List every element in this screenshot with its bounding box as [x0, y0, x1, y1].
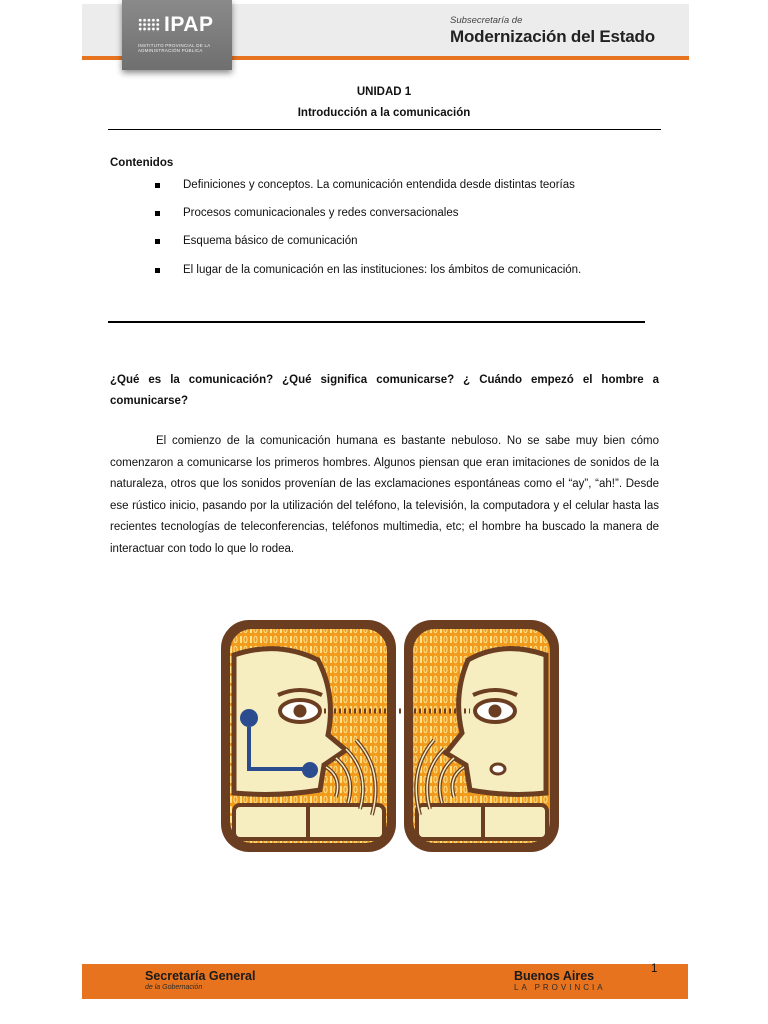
- bullet-icon: [155, 183, 160, 188]
- section-question: ¿Qué es la comunicación? ¿Qué significa comunicarse? ¿ Cuándo empezó el hombre a comunicarse?: [110, 374, 659, 407]
- bullet-icon: [155, 239, 160, 244]
- list-item-text: Procesos comunicacionales y redes conversacionales: [183, 207, 459, 219]
- header-subtitle: Subsecretaría de: [450, 15, 523, 26]
- bullet-icon: [155, 268, 160, 273]
- footer-buenos-aires: Buenos Aires: [514, 969, 595, 983]
- header-title: Modernización del Estado: [450, 27, 655, 46]
- unit-subtitle: Introducción a la comunicación: [297, 107, 471, 119]
- page-number: 1: [651, 963, 658, 975]
- list-item-text: Definiciones y conceptos. La comunicación entendida desde distintas teorías: [183, 179, 575, 191]
- title-divider: [108, 129, 661, 130]
- communication-illustration: [218, 615, 562, 860]
- footer-secretaria: Secretaría General: [145, 969, 256, 983]
- footer-provincia: LA PROVINCIA: [514, 983, 606, 992]
- logo-text: IPAP: [164, 13, 214, 36]
- ipap-logo: [122, 0, 232, 70]
- logo-dots-icon: [138, 18, 160, 32]
- bullet-icon: [155, 211, 160, 216]
- contents-heading: Contenidos: [110, 157, 174, 169]
- list-item-text: El lugar de la comunicación en las instituciones: los ámbitos de comunicación.: [183, 264, 582, 276]
- logo-subtitle: INSTITUTO PROVINCIAL DE LA ADMINISTRACIÓN PÚBLICA: [138, 43, 211, 53]
- body-paragraph: El comienzo de la comunicación humana es bastante nebuloso. No se sabe muy bien cómo comenzaron a comunicarse los primeros hombres. Algunos piensan que eran imitaciones de sonidos de la naturaleza, otros que los sonidos provenían de las exclamaciones espontáneas como el “ay”, “ah!”. Desde ese rústico inicio, pasando por la utilización del teléfono, la televisión, la computadora y el celular hasta las recientes tecnologías de teleconferencias, teléfonos multimedia, etc; el hombre ha buscado la manera de interactuar con todo lo que lo rodea.: [110, 435, 659, 555]
- unit-title: UNIDAD 1: [356, 86, 412, 98]
- footer-secretaria-subtitle: de la Gobernación: [145, 984, 203, 991]
- list-item-text: Esquema básico de comunicación: [183, 235, 358, 247]
- contents-divider: [108, 321, 645, 323]
